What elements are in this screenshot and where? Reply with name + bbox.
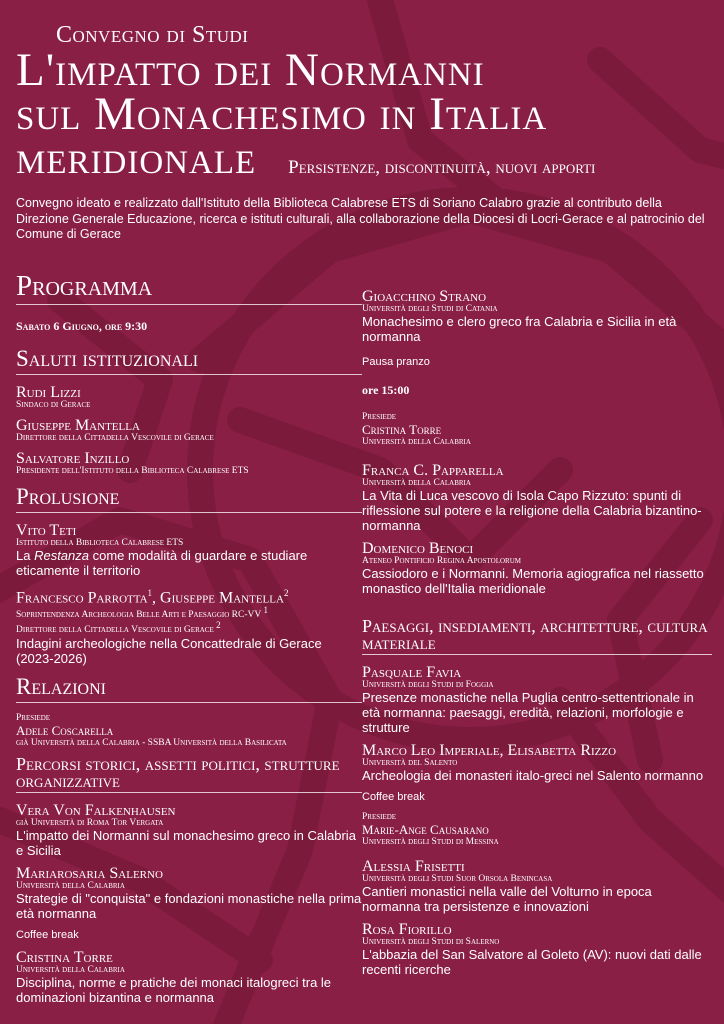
talk-item: Marco Leo Imperiale, Elisabetta Rizzo Università del Salento Archeologia dei monasteri italo-greci nel Salento normanno <box>362 742 704 783</box>
saluti-item: Salvatore Inzillo Presidente dell'Istituto della Biblioteca Calabrese ETS <box>16 450 249 476</box>
talk-item: Cristina Torre Università della Calabria Disciplina, norme e pratiche dei monaci italogreci tra le dominazioni bizantina e normanna <box>16 948 332 1005</box>
talk-item: Franca C. Papparella Università della Calabria La Vita di Luca vescovo di Isola Capo Rizzuto: spunti di riflessione sul potere e la religione della Calabria bizantino-normanna <box>362 462 702 533</box>
chair: Presiede Cristina Torre Università della Calabria <box>362 412 471 447</box>
header <box>16 22 716 184</box>
subtitle: Persistenze, discontinuità, nuovi apporti <box>288 157 596 178</box>
program-title: Programma <box>16 270 362 305</box>
lunch-break: Pausa pranzo <box>362 356 430 368</box>
saluti-item: Rudi Lizzi Sindaco di Gerace <box>16 384 91 410</box>
saluti-title: Saluti istituzionali <box>16 346 362 375</box>
title-line-1: L'impatto dei Normanni <box>16 44 485 96</box>
talk-item: Alessia Frisetti Università degli Studi Suor Orsola Benincasa Cantieri monastici nella valle del Volturno in epoca normanna tra persistenze e innovazioni <box>362 858 652 914</box>
talk-item: Vera Von Falkenhausen già Università di Roma Tor Vergata L'impatto dei Normanni sul monachesimo greco in Calabria e Sicilia <box>16 801 356 858</box>
talk-item: Mariarosaria Salerno Università della Calabria Strategie di "conquista" e fondazioni monastiche nella prima età normanna <box>16 864 362 921</box>
saluti-item: Giuseppe Mantella Direttore della Cittadella Vescovile di Gerace <box>16 417 214 443</box>
program-left-column <box>16 270 362 1013</box>
talk-item: Pasquale Favia Università degli Studi di Foggia Presenze monastiche nella Puglia centro-settentrionale in età normanna: paesaggi, eredità, relazioni, morfologie e strutture <box>362 664 694 735</box>
intro-text: Convegno ideato e realizzato dall'Istituto della Biblioteca Calabrese ETS di Soriano Calabro grazie al contributo della Direzione Generale Educazione, ricerca e istituti culturali, alla collaborazione della Diocesi di Locri-Gerace e al patrocinio del Comune di Gerace <box>16 196 705 241</box>
relazioni-title: Relazioni <box>16 674 362 703</box>
prolusione-item: Vito Teti Istituto della Biblioteca Calabrese ETS La Restanza come modalità di guardare e studiare eticamente il territorio <box>16 523 362 578</box>
talk-title: La Restanza come modalità di guardare e studiare eticamente il territorio <box>16 548 308 578</box>
event-type: Convegno di Studi <box>56 22 249 48</box>
prolusione-item-2: Francesco Parrotta$^1$, Giuseppe Mantella$^2$ Soprintendenza Archeologia Belle Arti e Paesaggio RC-VV $^1$ Direttore della Cittadella Vescovile di Gerace $^2$ Indagini archeologiche nella Concattedrale di Gerace (2023-2026) <box>16 586 362 666</box>
program-date: Sabato 6 Giugno, ore 9:30 <box>16 319 148 333</box>
paesaggi-title: Paesaggi, insediamenti, architetture, cultura materiale <box>362 618 712 655</box>
chair: Presiede Adele Coscarella già Università della Calabria - SSBA Università della Basilicata <box>16 712 287 748</box>
talk-item: Rosa Fiorillo Università degli Studi di Salerno L'abbazia del San Salvatore al Goleto (AV): nuovi dati dalle recenti ricerche <box>362 921 702 977</box>
talk-title: Indagini archeologiche nella Concattedrale di Gerace (2023-2026) <box>16 635 322 666</box>
afternoon-time: ore 15:00 <box>362 383 410 397</box>
talk-item: Gioacchino Strano Università degli Studi di Catania Monachesimo e clero greco fra Calabria e Sicilia in età normanna <box>362 288 677 344</box>
talk-item: Domenico Benoci Ateneo Pontificio Regina Apostolorum Cassiodoro e i Normanni. Memoria agiografica nel riassetto monastico dell'Italia meridionale <box>362 540 704 596</box>
title-line-2: sul Monachesimo in Italia <box>16 88 548 140</box>
title-line-3: meridionale <box>16 132 257 184</box>
prolusione-title: Prolusione <box>16 484 362 513</box>
coffee-break: Coffee break <box>362 791 425 803</box>
percorsi-title: Percorsi storici, assetti politici, strutture organizzative <box>16 756 362 793</box>
chair: Presiede Marie-Ange Causarano Università degli Studi di Messina <box>362 812 499 847</box>
program-right-column <box>362 289 712 985</box>
coffee-break: Coffee break <box>16 928 79 941</box>
